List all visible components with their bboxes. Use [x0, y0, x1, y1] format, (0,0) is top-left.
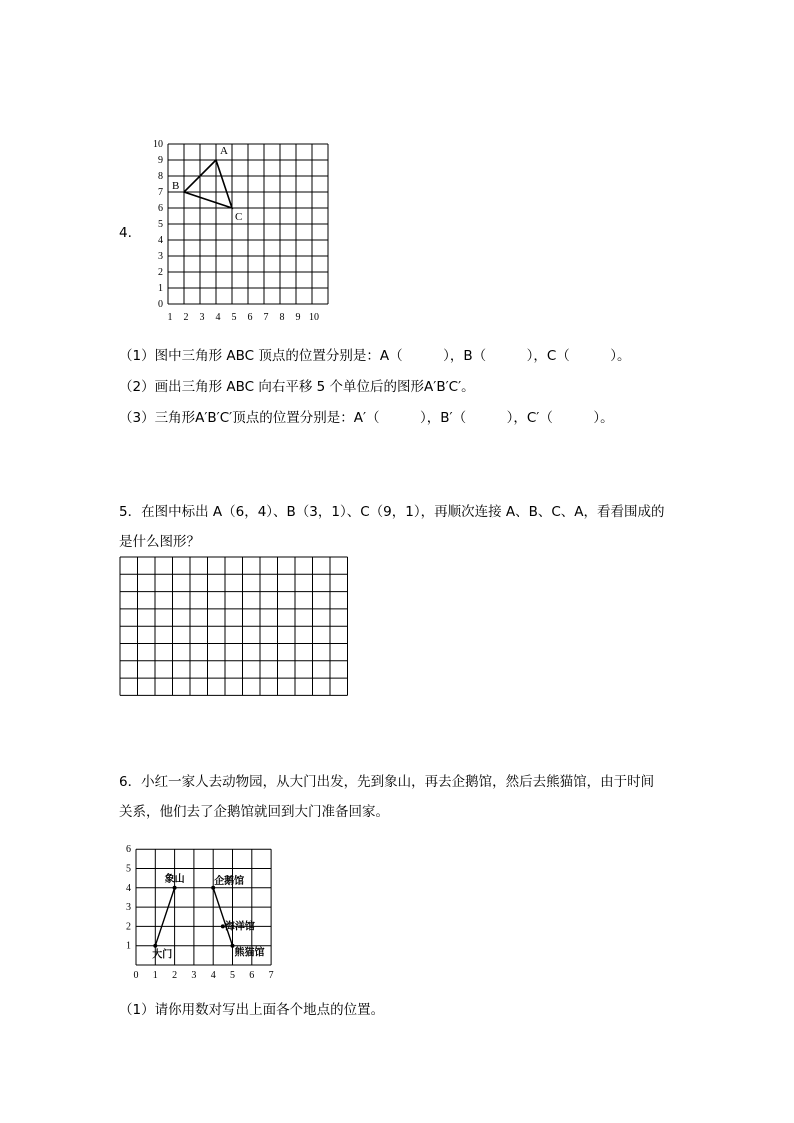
place-marker — [173, 886, 177, 890]
y-axis-tick-label: 9 — [158, 155, 163, 166]
question-6-line-2: 关系，他们去了企鹅馆就回到大门准备回家。 — [119, 804, 389, 820]
q4-coordinate-grid — [140, 135, 340, 325]
x-axis-tick-label: 10 — [309, 312, 319, 323]
place-label: 海洋馆 — [224, 921, 255, 933]
x-axis-tick-label: 1 — [152, 970, 158, 981]
question-5-line-2: 是什么图形？ — [119, 534, 200, 550]
y-axis-tick-label: 2 — [126, 921, 131, 933]
y-axis-tick-label: 3 — [126, 902, 131, 914]
x-axis-tick-label: 5 — [231, 312, 237, 323]
x-axis-tick-label: 7 — [268, 970, 274, 981]
y-axis-tick-label: 5 — [126, 863, 131, 875]
y-axis-tick-label: 4 — [126, 882, 131, 894]
vertex-label-b: B — [172, 180, 180, 192]
question-4-number: 4. — [119, 225, 132, 241]
x-axis-tick-label: 1 — [167, 312, 173, 323]
x-axis-tick-label: 3 — [199, 312, 205, 323]
q4-sub-question-2: （2）画出三角形 ABC 向右平移 5 个单位后的图形A′B′C′。 — [119, 379, 475, 395]
x-axis-tick-label: 2 — [183, 312, 189, 323]
place-label: 大门 — [152, 949, 173, 961]
y-axis-tick-label: 5 — [158, 219, 163, 230]
y-axis-tick-label: 1 — [126, 940, 131, 952]
q6-sub-question-1: （1）请你用数对写出上面各个地点的位置。 — [119, 1002, 385, 1018]
x-axis-tick-label: 9 — [295, 312, 301, 323]
q5-blank-grid — [118, 555, 350, 700]
x-axis-tick-label: 2 — [172, 970, 178, 981]
vertex-label-a: A — [220, 145, 228, 157]
y-axis-tick-label: 7 — [158, 187, 163, 198]
x-axis-tick-label: 0 — [133, 970, 139, 981]
y-axis-tick-label: 10 — [153, 139, 163, 150]
place-label: 熊猫馆 — [234, 947, 265, 959]
x-axis-tick-label: 3 — [191, 970, 197, 981]
y-axis-tick-label: 3 — [158, 251, 163, 262]
place-label: 企鹅馆 — [214, 875, 245, 887]
y-axis-tick-label: 8 — [158, 171, 163, 182]
x-axis-tick-label: 5 — [230, 970, 235, 981]
route-gate-to-elephant-hill — [155, 888, 174, 946]
y-axis-tick-label: 0 — [158, 299, 163, 310]
y-axis-tick-label: 6 — [158, 203, 163, 214]
place-label: 象山 — [164, 873, 185, 885]
triangle-abc — [184, 160, 232, 208]
y-axis-tick-label: 6 — [126, 844, 131, 856]
q4-sub-question-3: （3）三角形A′B′C′顶点的位置分别是：A′（ ），B′（ ），C′（ ）。 — [119, 410, 614, 426]
place-marker — [153, 944, 157, 948]
x-axis-tick-label: 6 — [247, 312, 253, 323]
route-penguin-to-panda — [213, 888, 232, 946]
x-axis-tick-label: 8 — [279, 312, 285, 323]
vertex-label-c: C — [235, 211, 243, 223]
q6-zoo-map-grid — [118, 835, 283, 985]
x-axis-tick-label: 7 — [263, 312, 269, 323]
question-5-line-1: 5．在图中标出 A（6，4）、B（3，1）、C（9，1），再顺次连接 A、B、C、A，看看围成的 — [119, 504, 665, 520]
y-axis-tick-label: 4 — [158, 235, 163, 246]
q4-sub-question-1: （1）图中三角形 ABC 顶点的位置分别是：A（ ），B（ ），C（ ）。 — [119, 348, 631, 364]
y-axis-tick-label: 1 — [158, 283, 163, 294]
y-axis-tick-label: 2 — [158, 267, 163, 278]
question-6-line-1: 6．小红一家人去动物园，从大门出发，先到象山，再去企鹅馆，然后去熊猫馆，由于时间 — [119, 774, 655, 790]
x-axis-tick-label: 6 — [249, 970, 255, 981]
x-axis-tick-label: 4 — [215, 312, 221, 323]
x-axis-tick-label: 4 — [210, 970, 216, 981]
